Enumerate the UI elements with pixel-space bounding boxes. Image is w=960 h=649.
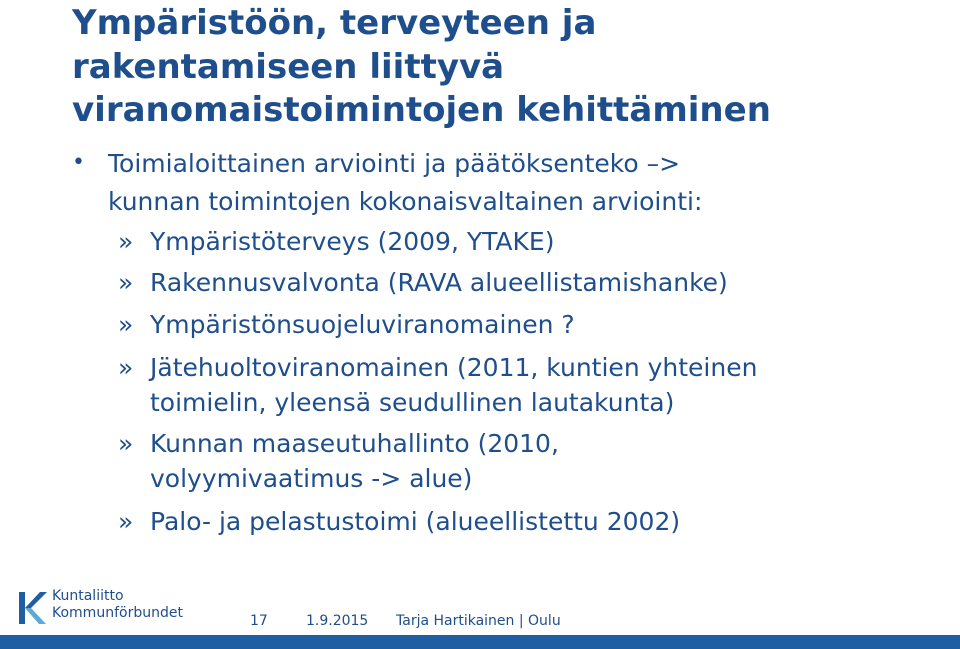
logo-text-line-1: Kuntaliitto bbox=[52, 588, 124, 604]
sub-bullet-icon: » bbox=[118, 268, 134, 297]
kuntaliitto-k-icon bbox=[16, 590, 48, 626]
sub-bullet-icon: » bbox=[118, 429, 134, 458]
sub-bullet-icon: » bbox=[118, 310, 134, 339]
bullet-dot-icon: • bbox=[72, 150, 85, 175]
sub-item-text: Jätehuoltoviranomainen (2011, kuntien yhteinen bbox=[150, 353, 758, 382]
slide-title bbox=[72, 2, 932, 133]
sub-bullet-icon: » bbox=[118, 507, 134, 536]
main-bullet-line-1: Toimialoittainen arviointi ja päätöksenteko –> bbox=[108, 149, 681, 178]
sub-item-text: Ympäristöterveys (2009, YTAKE) bbox=[150, 227, 555, 256]
sub-item-text-cont: toimielin, yleensä seudullinen lautakunta) bbox=[150, 388, 675, 417]
sub-item-text: Kunnan maaseutuhallinto (2010, bbox=[150, 429, 559, 458]
sub-item-text: Ympäristönsuojeluviranomainen ? bbox=[150, 310, 575, 339]
sub-item-text: Rakennusvalvonta (RAVA alueellistamishanke) bbox=[150, 268, 728, 297]
sub-bullet-icon: » bbox=[118, 227, 134, 256]
title-line-3: viranomaistoimintojen kehittäminen bbox=[72, 90, 771, 130]
title-line-2: rakentamiseen liittyvä bbox=[72, 46, 505, 87]
page-number: 17 bbox=[250, 613, 268, 629]
footer-date: 1.9.2015 bbox=[306, 613, 369, 629]
sub-item-text: Palo- ja pelastustoimi (alueellistettu 2002) bbox=[150, 507, 681, 536]
logo-text-line-2: Kommunförbundet bbox=[52, 605, 183, 621]
footer-author: Tarja Hartikainen | Oulu bbox=[396, 613, 561, 629]
title-line-1: Ympäristöön, terveyteen ja bbox=[72, 3, 597, 43]
bottom-color-bar bbox=[0, 635, 960, 649]
main-bullet bbox=[108, 145, 702, 221]
slide-footer bbox=[0, 580, 960, 649]
main-bullet-line-2: kunnan toimintojen kokonaisvaltainen arviointi: bbox=[108, 187, 703, 216]
sub-item-text-cont: volyymivaatimus -> alue) bbox=[150, 464, 473, 493]
sub-bullet-icon: » bbox=[118, 353, 134, 382]
kuntaliitto-logo bbox=[16, 588, 186, 628]
